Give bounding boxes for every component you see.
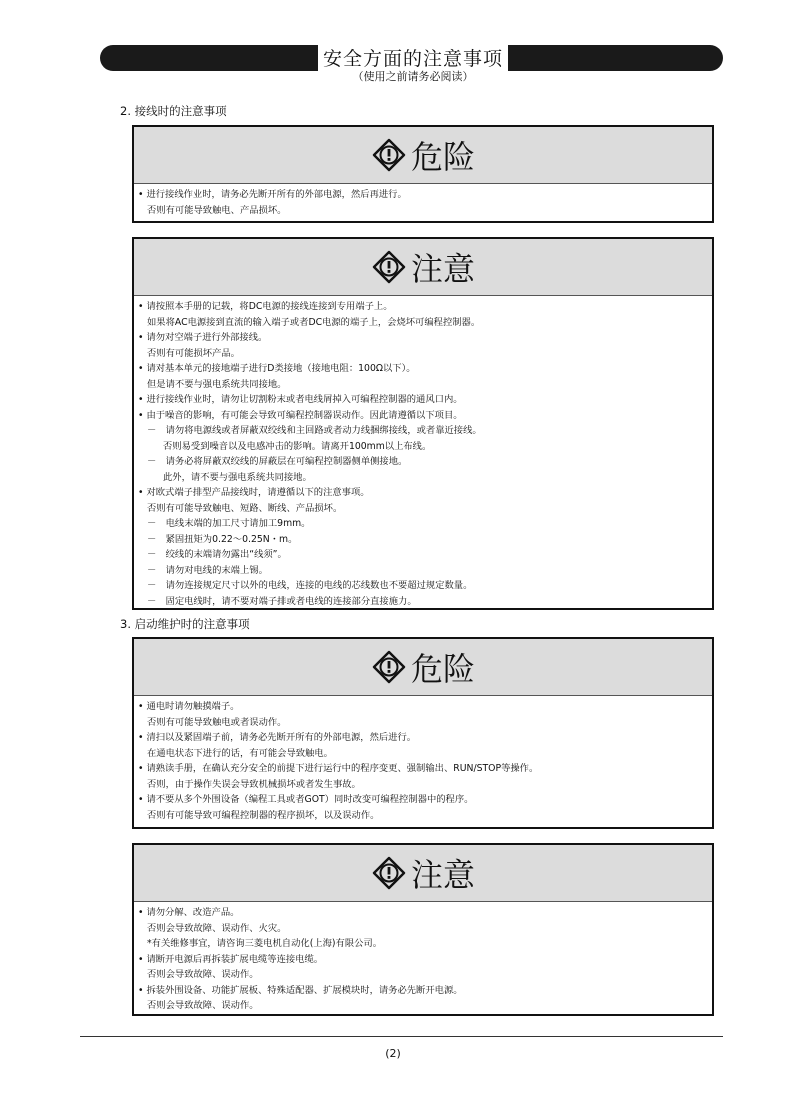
text-line: • 清扫以及紧固端子前，请务必先断开所有的外部电源，然后进行。	[138, 732, 417, 743]
footer-divider	[80, 1036, 723, 1037]
text-line: • 请断开电源后再拆装扩展电缆等连接电缆。	[138, 953, 324, 965]
text-line: • 请不要从多个外围设备（编程工具或者GOT）同时改变可编程控制器中的程序。	[138, 794, 474, 805]
warning-icon	[371, 855, 407, 891]
text-line: • 拆装外围设备、功能扩展板、特殊适配器、扩展模块时，请务必先断开电源。	[138, 984, 463, 996]
text-line: 否则易受到噪音以及电感冲击的影响。请离开100mm以上布线。	[163, 440, 432, 452]
text-line: 如果将AC电源接到直流的输入端子或者DC电源的端子上，会烧坏可编程控制器。	[147, 316, 481, 328]
text-line: 否则有可能损坏产品。	[147, 347, 240, 359]
text-line: － 请务必将屏蔽双绞线的屏蔽层在可编程控制器侧单侧接地。	[147, 456, 408, 467]
header-bar-right	[508, 45, 723, 71]
warning-icon	[371, 649, 407, 685]
caution-box-maintenance	[132, 843, 714, 1016]
box-label: 危险	[410, 138, 475, 176]
text-line: － 紧固扭矩为0.22～0.25N・m。	[147, 533, 298, 545]
text-line: 但是请不要与强电系统共同接地。	[147, 378, 287, 390]
box-label: 注意	[410, 250, 475, 288]
text-line: • 进行接线作业时，请勿让切割粉末或者电线屑掉入可编程控制器的通风口内。	[138, 394, 463, 405]
warning-icon	[371, 137, 407, 173]
box-header	[134, 239, 712, 296]
text-line: 否则会导致故障、误动作、火灾。	[147, 922, 287, 934]
section-title-wiring: 2. 接线时的注意事项	[120, 104, 227, 118]
text-line: 否则会导致故障、误动作。	[147, 969, 259, 980]
text-line: • 对欧式端子排型产品接线时，请遵循以下的注意事项。	[138, 487, 370, 498]
box-label: 注意	[410, 856, 475, 894]
warning-icon	[371, 249, 407, 285]
danger-box-maintenance	[132, 637, 714, 829]
text-line: － 请勿对电线的末端上锡。	[147, 564, 268, 576]
text-line: 否则会导致故障、误动作。	[147, 1000, 259, 1011]
text-line: • 进行接线作业时，请务必先断开所有的外部电源，然后再进行。	[138, 189, 407, 200]
text-line: 否则有可能导致可编程控制器的程序损坏，以及误动作。	[147, 809, 380, 821]
text-line: 否则有可能导致触电、产品损坏。	[147, 204, 287, 216]
text-line: － 绞线的末端请勿露出“线须”。	[147, 549, 287, 560]
text-line: 此外，请不要与强电系统共同接地。	[163, 471, 312, 483]
header-bar-left	[100, 45, 318, 71]
caution-box-wiring	[132, 237, 714, 610]
box-header	[134, 845, 712, 902]
text-line: • 由于噪音的影响，有可能会导致可编程控制器误动作。因此请遵循以下项目。	[138, 409, 463, 421]
page-subtitle: （使用之前请务必阅读）	[352, 70, 474, 83]
text-line: 否则，由于操作失误会导致机械损坏或者发生事故。	[147, 778, 361, 790]
text-line: • 通电时请勿触摸端子。	[138, 701, 240, 712]
text-line: － 请勿将电源线或者屏蔽双绞线和主回路或者动力线捆绑接线，或者靠近接线。	[147, 425, 482, 436]
text-line: 否则有可能导致触电、短路、断线、产品损坏。	[147, 502, 343, 514]
page-number: (2)	[385, 1047, 401, 1060]
text-line: • 请勿对空端子进行外部接线。	[138, 332, 268, 343]
text-line: 否则有可能导致触电或者误动作。	[147, 716, 287, 728]
box-body	[134, 902, 712, 1014]
text-line: • 请熟读手册，在确认充分安全的前提下进行运行中的程序变更、强制输出、RUN/STOP等操作。	[138, 763, 539, 774]
page-title: 安全方面的注意事项	[322, 48, 503, 70]
section-title-maintenance: 3. 启动维护时的注意事项	[120, 617, 250, 631]
text-line: • 请对基本单元的接地端子进行D类接地（接地电阻：100Ω以下）。	[138, 363, 416, 374]
box-header	[134, 127, 712, 184]
text-line: － 固定电线时，请不要对端子排或者电线的连接部分直接施力。	[147, 595, 417, 607]
text-line: • 请按照本手册的记载，将DC电源的接线连接到专用端子上。	[138, 301, 393, 312]
text-line: • 请勿分解、改造产品。	[138, 907, 240, 918]
box-body	[134, 184, 712, 218]
box-header	[134, 639, 712, 696]
text-line: *有关维修事宜，请咨询三菱电机自动化(上海)有限公司。	[147, 938, 383, 949]
text-line: － 电线末端的加工尺寸请加工9mm。	[147, 518, 311, 529]
text-line: 在通电状态下进行的话，有可能会导致触电。	[147, 747, 333, 759]
danger-box-wiring	[132, 125, 714, 223]
box-body	[134, 696, 712, 823]
text-line: － 请勿连接规定尺寸以外的电线，连接的电线的芯线数也不要超过规定数量。	[147, 580, 473, 591]
box-body	[134, 296, 712, 609]
box-label: 危险	[410, 650, 475, 688]
